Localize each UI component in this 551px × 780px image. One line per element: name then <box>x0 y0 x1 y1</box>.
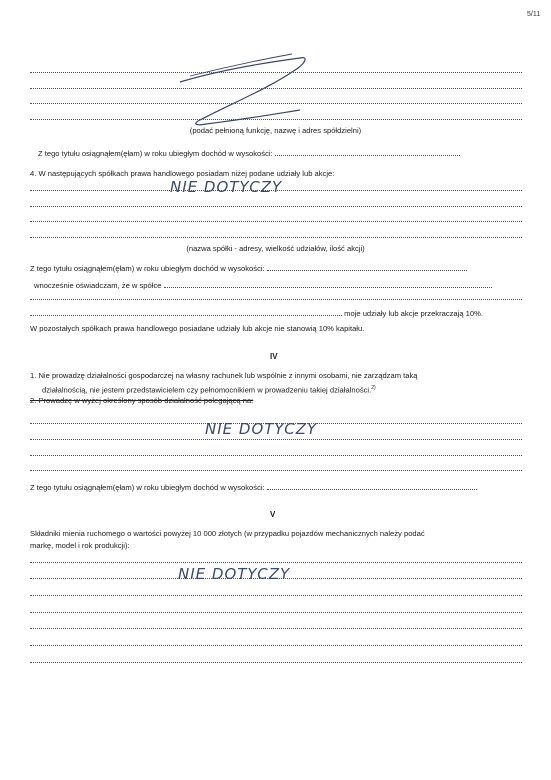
income-line-3 <box>30 482 477 493</box>
income-line-1 <box>38 148 460 159</box>
dotted-line <box>30 595 522 596</box>
dotted-fill <box>164 280 492 288</box>
section-heading: IV <box>270 352 278 361</box>
dotted-line <box>30 237 522 238</box>
section5-text-line2: markę, model i rok produkcji): <box>30 541 130 550</box>
other-companies: W pozostałych spółkach prawa handlowego posiadane udziały lub akcje nie stanowią 10% kapitału. <box>30 324 365 333</box>
shares-exceed-line <box>30 308 483 319</box>
dotted-fill <box>267 263 467 271</box>
dotted-line <box>30 299 522 300</box>
income-label: Z tego tytułu osiągnąłem(ęłam) w roku ubiegłym dochód w wysokości: <box>30 264 265 273</box>
section-heading: V <box>270 510 276 519</box>
dotted-line <box>30 662 522 663</box>
function-caption: (podać pełnioną funkcję, nazwę i adres spółdzielni) <box>189 126 362 135</box>
item2-label: 2. Prowadzę w wyżej określony sposób działalność polegającą na: <box>30 396 254 405</box>
item1-line1: 1. Nie prowadzę działalności gospodarczej na własny rachunek lub wspólnie z innymi osobami, nie zarządzam taką <box>30 371 418 380</box>
dotted-line <box>30 439 522 440</box>
dotted-fill <box>267 482 477 490</box>
company-caption: (nazwa spółki - adresy, wielkość udziałów, ilość akcji) <box>186 244 365 253</box>
dotted-line <box>30 628 522 629</box>
dotted-line <box>30 206 522 207</box>
shares-exceed: moje udziały lub akcje przekraczają 10%. <box>344 309 483 318</box>
item1-text: działalnością, nie jestem przedstawicielem czy pełnomocnikiem w prowadzeniu takiej działalności. <box>42 385 372 395</box>
simultaneous-label: wnocześnie oświadczam, że w spółce <box>34 281 162 290</box>
footnote-marker: 2) <box>371 385 376 391</box>
income-line-2 <box>30 263 467 274</box>
section5-text-line1: Składniki mienia ruchomego o wartości powyżej 10 000 złotych (w przypadku pojazdów mechanicznych należy podać <box>30 529 425 538</box>
income-label: Z tego tytułu osiągnąłem(ęłam) w roku ubiegłym dochód w wysokości: <box>30 483 265 492</box>
strike-through-scribble <box>160 40 320 130</box>
handwritten-not-applicable: NIE DOTYCZY <box>205 420 318 438</box>
dotted-line <box>30 221 522 222</box>
handwritten-not-applicable: NIE DOTYCZY <box>178 565 291 583</box>
dotted-fill <box>30 308 342 316</box>
item1-line2 <box>42 383 376 396</box>
item4-label: 4. W następujących spółkach prawa handlowego posiadam niżej podane udziały lub akcje: <box>30 169 335 178</box>
page-number: 5/11 <box>527 11 541 18</box>
dotted-fill <box>275 148 460 156</box>
handwritten-not-applicable: NIE DOTYCZY <box>170 178 283 196</box>
dotted-line <box>30 562 522 563</box>
income-label: Z tego tytułu osiągnąłem(ęłam) w roku ubiegłym dochód w wysokości: <box>38 149 273 158</box>
dotted-line <box>30 612 522 613</box>
dotted-line <box>30 455 522 456</box>
dotted-line <box>30 470 522 471</box>
dotted-line <box>30 645 522 646</box>
simultaneous-line <box>34 280 492 291</box>
